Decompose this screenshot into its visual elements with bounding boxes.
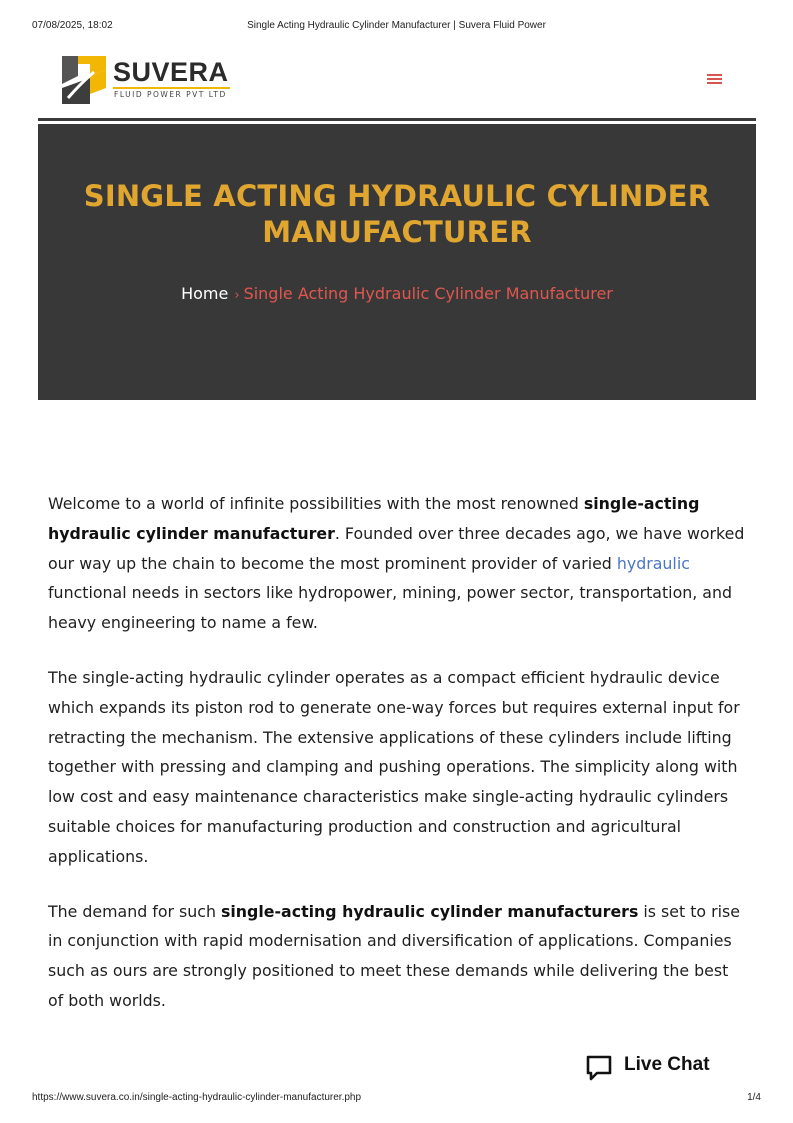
breadcrumb-current-page: Single Acting Hydraulic Cylinder Manufacturer (243, 284, 613, 303)
demand-paragraph (48, 897, 748, 1016)
logo-tagline: FLUID POWER PVT LTD (114, 90, 227, 99)
print-page-number: 1/4 (747, 1092, 761, 1103)
text: Welcome to a world of infinite possibilities with the most renowned (48, 494, 584, 513)
breadcrumb (38, 284, 756, 306)
suvera-logo[interactable] (60, 54, 235, 106)
hero-banner (38, 124, 756, 400)
breadcrumb-home-link[interactable]: Home (181, 284, 229, 303)
live-chat-button[interactable] (584, 1050, 724, 1084)
menu-bar (707, 74, 722, 76)
print-footer (32, 1092, 761, 1106)
text: The demand for such (48, 901, 221, 921)
site-header (38, 48, 756, 118)
bold-keyword: single-acting hydraulic cylinder manufacturer (48, 494, 700, 543)
print-header (32, 20, 761, 34)
chat-bubble-icon (584, 1053, 614, 1083)
text: . Founded over three decades ago, we have worked our way up the chain to become the most prominent provider of varied (48, 523, 745, 573)
header-divider (38, 118, 756, 121)
hydraulic-link[interactable]: hydraulic (616, 553, 690, 573)
page-title-line-2: MANUFACTURER (262, 215, 532, 249)
print-datetime: 07/08/2025, 18:02 (32, 20, 113, 31)
print-url: https://www.suvera.co.in/single-acting-hydraulic-cylinder-manufacturer.php (32, 1092, 362, 1103)
text: functional needs in sectors like hydropower, mining, power sector, transportation, and heavy engineering to name a few. (48, 583, 733, 633)
bold-keyword: single-acting hydraulic cylinder manufacturers (220, 901, 639, 921)
breadcrumb-separator-icon: › (234, 288, 240, 303)
text: is set to rise in conjunction with rapid modernisation and diversification of applications. Companies such as ours are strongly positioned to meet these demands while delivering the best of both worlds. (48, 901, 740, 1010)
menu-bar (707, 78, 722, 80)
logo-mark-icon (60, 54, 110, 106)
main-content (48, 489, 748, 1041)
page-title (78, 178, 716, 250)
print-page-title: Single Acting Hydraulic Cylinder Manufacturer | Suvera Fluid Power (247, 20, 546, 31)
menu-bar (707, 82, 722, 84)
logo-underline (113, 87, 230, 89)
hamburger-menu-icon[interactable] (706, 70, 724, 84)
live-chat-label: Live Chat (624, 1054, 710, 1075)
intro-paragraph (48, 489, 748, 638)
description-paragraph: The single-acting hydraulic cylinder operates as a compact efficient hydraulic device which expands its piston rod to generate one-way forces but requires external input for retracting the mechanism. The extensive applications of these cylinders include lifting together with pressing and clamping and pushing operations. The simplicity along with low cost and easy maintenance characteristics make single-acting hydraulic cylinders suitable choices for manufacturing production and construction and agricultural applications. (48, 667, 740, 866)
logo-wordmark: SUVERA (113, 57, 229, 87)
page-title-line-1: SINGLE ACTING HYDRAULIC CYLINDER (83, 179, 711, 213)
